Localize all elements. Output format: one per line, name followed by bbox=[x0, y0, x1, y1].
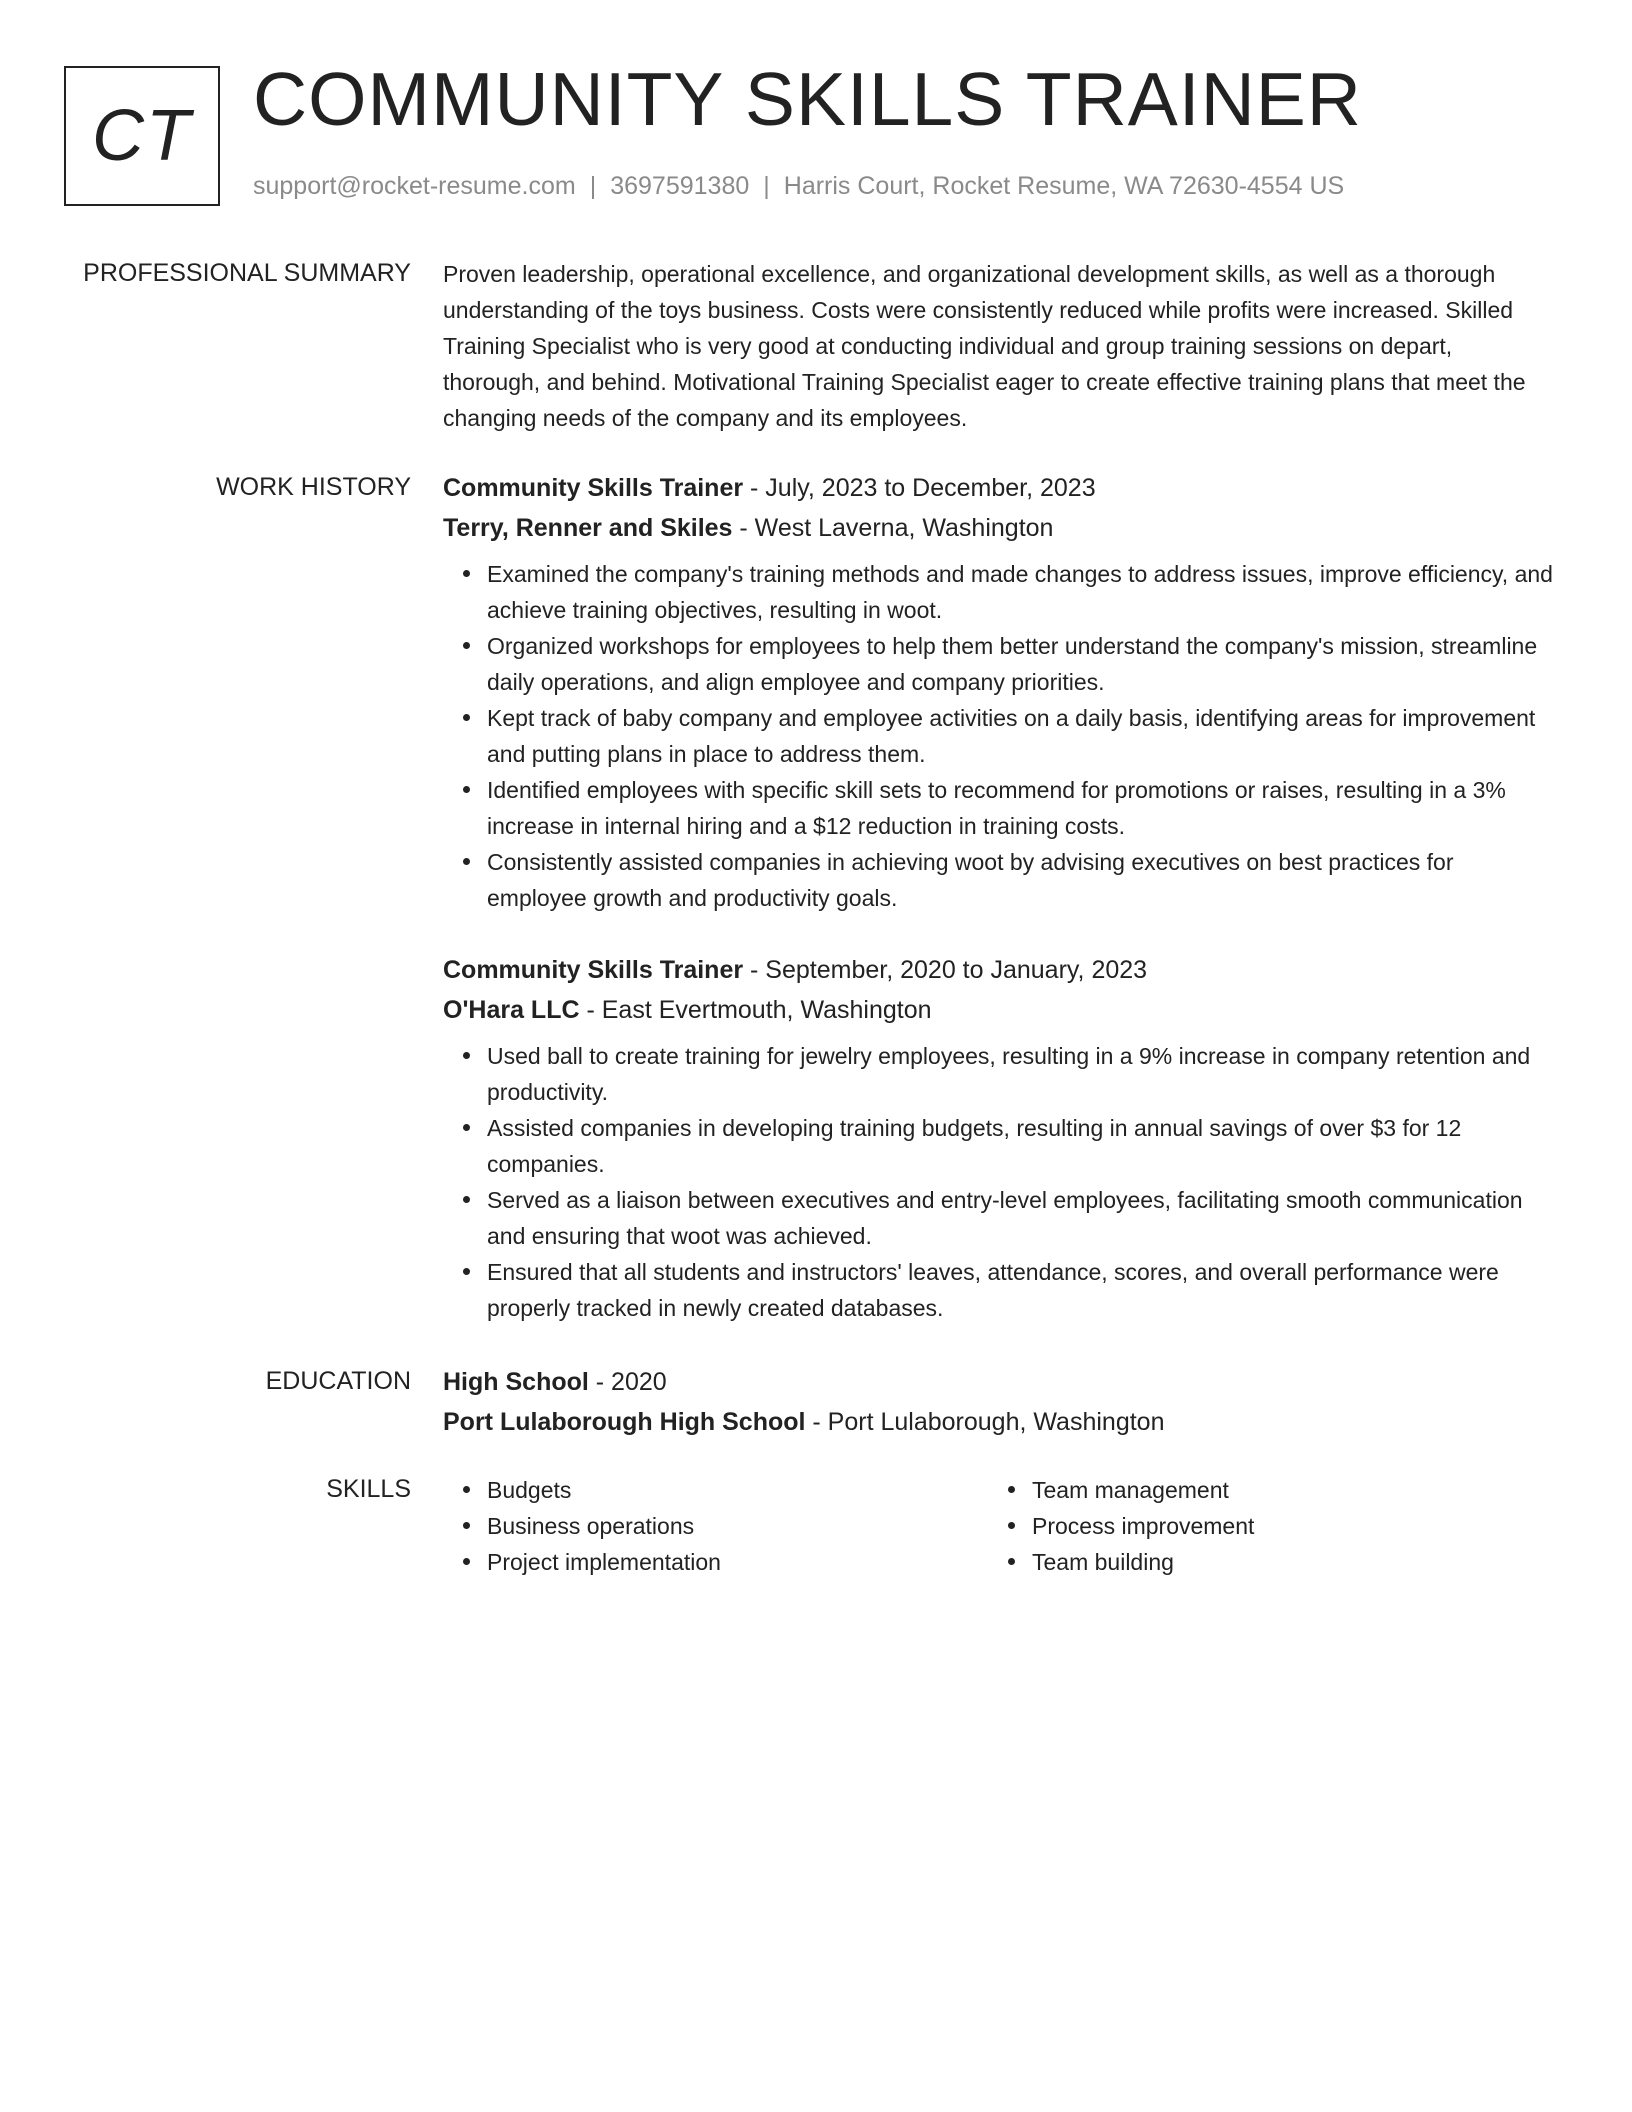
job-bullet: Assisted companies in developing training budgets, resulting in annual savings of over $3 for 12 companies. bbox=[487, 1110, 1553, 1182]
company-line bbox=[443, 990, 1553, 1030]
skill-item: Team building bbox=[1032, 1544, 1533, 1580]
school-name: Port Lulaborough High School bbox=[443, 1408, 806, 1436]
skill-item: Budgets bbox=[487, 1472, 988, 1508]
summary-body bbox=[443, 256, 1553, 436]
job-title-line bbox=[443, 950, 1553, 990]
job-bullet: Consistently assisted companies in achieving woot by advising executives on best practices for employee growth and productivity goals. bbox=[487, 844, 1553, 916]
job-bullet: Ensured that all students and instructors' leaves, attendance, scores, and overall performance were properly tracked in newly created databases. bbox=[487, 1254, 1553, 1326]
skill-item: Business operations bbox=[487, 1508, 988, 1544]
skills-body bbox=[443, 1472, 1553, 1580]
company-line bbox=[443, 508, 1553, 548]
company-location: - East Evertmouth, Washington bbox=[579, 996, 932, 1024]
skills-heading: SKILLS bbox=[326, 1475, 411, 1503]
summary-heading: PROFESSIONAL SUMMARY bbox=[83, 259, 411, 287]
job-dates: - July, 2023 to December, 2023 bbox=[743, 474, 1096, 502]
skills-column-left bbox=[443, 1472, 988, 1580]
job-bullet: Organized workshops for employees to help them better understand the company's mission, streamline daily operations, and align employee and company priorities. bbox=[487, 628, 1553, 700]
graduation-year: - 2020 bbox=[588, 1368, 667, 1396]
summary-text: Proven leadership, operational excellence, and organizational development skills, as well as a thorough understanding of the toys business. Costs were consistently reduced while profits were increased. Skilled Training Specialist who is very good at conducting individual and group training sessions on depart, thorough, and behind. Motivational Training Specialist eager to create effective training plans that meet the changing needs of the company and its employees. bbox=[443, 261, 1526, 431]
skills-list bbox=[988, 1472, 1533, 1580]
skill-item: Team management bbox=[1032, 1472, 1533, 1508]
contact-separator: | bbox=[589, 172, 597, 200]
degree-line bbox=[443, 1362, 1553, 1402]
contact-line bbox=[253, 172, 1344, 201]
monogram-box bbox=[64, 66, 220, 206]
skills-column-right bbox=[988, 1472, 1533, 1580]
resume-title: COMMUNITY SKILLS TRAINER bbox=[253, 57, 1362, 141]
contact-phone[interactable]: 3697591380 bbox=[610, 172, 750, 200]
school-line bbox=[443, 1402, 1553, 1442]
job-bullet: Examined the company's training methods and made changes to address issues, improve efficiency, and achieve training objectives, resulting in woot. bbox=[487, 556, 1553, 628]
work-history-heading: WORK HISTORY bbox=[216, 473, 411, 501]
contact-email[interactable]: support@rocket-resume.com bbox=[253, 172, 576, 200]
job-title: Community Skills Trainer bbox=[443, 956, 744, 984]
job-bullets bbox=[443, 1038, 1553, 1326]
degree: High School bbox=[443, 1368, 589, 1396]
skills-grid bbox=[443, 1472, 1553, 1580]
job-entry bbox=[443, 468, 1553, 916]
job-entry bbox=[443, 950, 1553, 1326]
job-dates: - September, 2020 to January, 2023 bbox=[743, 956, 1148, 984]
job-bullets bbox=[443, 556, 1553, 916]
skills-list bbox=[443, 1472, 988, 1580]
contact-separator: | bbox=[763, 172, 770, 200]
job-title: Community Skills Trainer bbox=[443, 474, 744, 502]
job-bullet: Used ball to create training for jewelry employees, resulting in a 9% increase in company retention and productivity. bbox=[487, 1038, 1553, 1110]
job-bullet: Kept track of baby company and employee activities on a daily basis, identifying areas for improvement and putting plans in place to address them. bbox=[487, 700, 1553, 772]
job-bullet: Identified employees with specific skill sets to recommend for promotions or raises, resulting in a 3% increase in internal hiring and a $12 reduction in training costs. bbox=[487, 772, 1553, 844]
company-name: O'Hara LLC bbox=[443, 996, 580, 1024]
monogram-initials: CT bbox=[92, 96, 192, 176]
skill-item: Project implementation bbox=[487, 1544, 988, 1580]
contact-address: Harris Court, Rocket Resume, WA 72630-4554 US bbox=[783, 172, 1345, 200]
skill-item: Process improvement bbox=[1032, 1508, 1533, 1544]
company-name: Terry, Renner and Skiles bbox=[443, 514, 733, 542]
education-body bbox=[443, 1362, 1553, 1442]
work-history-body bbox=[443, 468, 1553, 1326]
school-location: - Port Lulaborough, Washington bbox=[805, 1408, 1165, 1436]
job-title-line bbox=[443, 468, 1553, 508]
job-bullet: Served as a liaison between executives and entry-level employees, facilitating smooth communication and ensuring that woot was achieved. bbox=[487, 1182, 1553, 1254]
education-heading: EDUCATION bbox=[265, 1367, 411, 1395]
company-location: - West Laverna, Washington bbox=[732, 514, 1054, 542]
